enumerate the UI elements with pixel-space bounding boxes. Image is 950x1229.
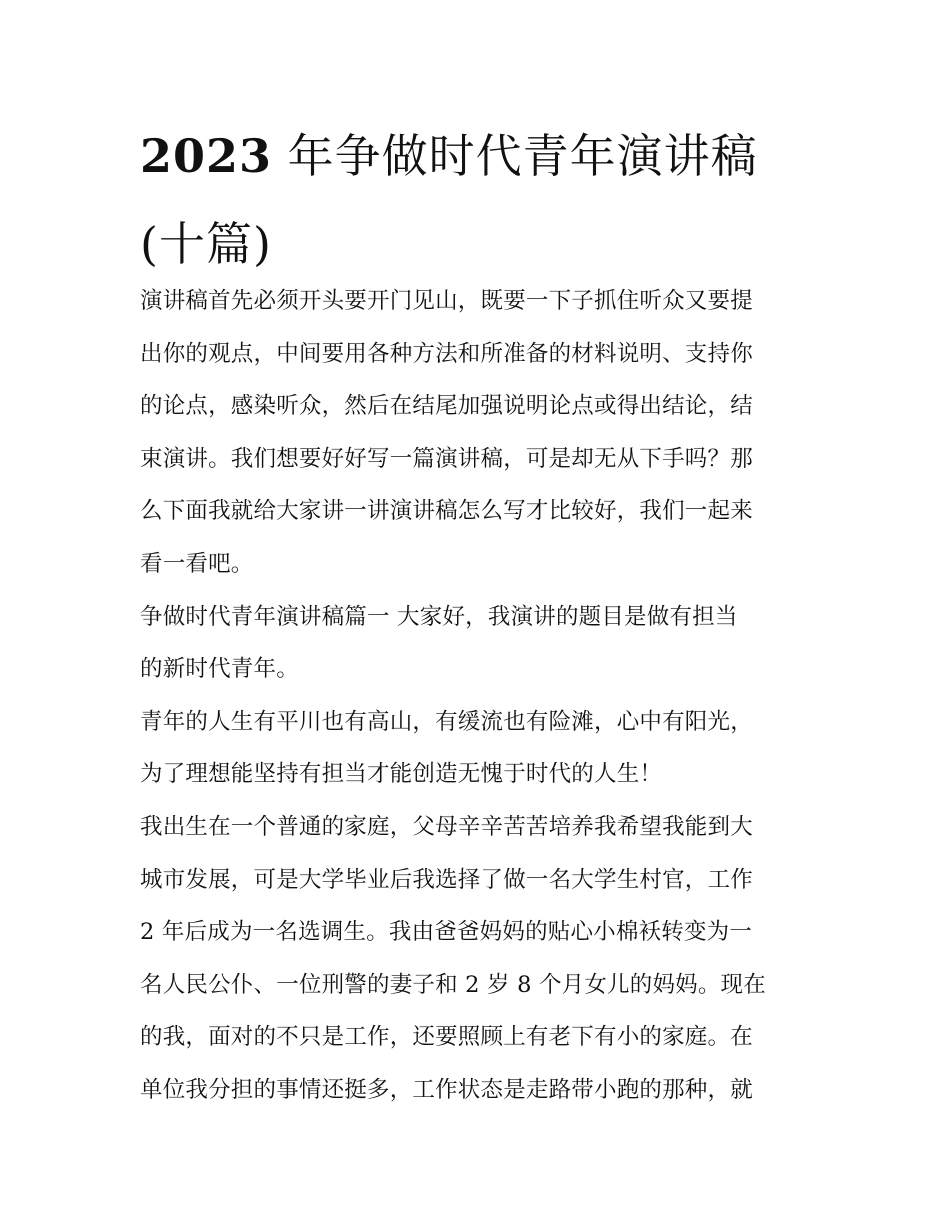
- body-line: 青年的人生有平川也有高山，有缓流也有险滩，心中有阳光，: [140, 708, 753, 735]
- body-line: 为了理想能坚持有担当才能创造无愧于时代的人生！: [140, 761, 663, 788]
- body-line: 看一看吧。: [140, 550, 254, 577]
- body-line: 单位我分担的事情还挺多，工作状态是走路带小跑的那种，就: [140, 1076, 753, 1103]
- document-body: [140, 275, 815, 1117]
- body-line: 的论点，感染听众，然后在结尾加强说明论点或得出结论，结: [140, 393, 753, 420]
- body-line: 演讲稿首先必须开头要开门见山，既要一下子抓住听众又要提: [140, 288, 753, 314]
- title-line-1: 年争做时代青年演讲稿: [272, 129, 758, 183]
- title-year: 2023: [140, 129, 273, 183]
- body-line: 出你的观点，中间要用各种方法和所准备的材料说明、支持你: [140, 340, 753, 367]
- body-line: 城市发展，可是大学毕业后我选择了做一名大学生村官，工作: [140, 866, 753, 893]
- body-line: 的我，面对的不只是工作，还要照顾上有老下有小的家庭。在: [140, 1024, 753, 1051]
- body-line: 争做时代青年演讲稿篇一 大家好，我演讲的题目是做有担当: [140, 603, 738, 630]
- body-line: 的新时代青年。: [140, 656, 299, 683]
- body-line: 束演讲。我们想要好好写一篇演讲稿，可是却无从下手吗？那: [140, 445, 753, 472]
- body-line: 我出生在一个普通的家庭，父母辛辛苦苦培养我希望我能到大: [140, 813, 753, 840]
- title-line-2: (十篇): [140, 217, 272, 271]
- body-line: 名人民公仆、一位刑警的妻子和 2 岁 8 个月女儿的妈妈。现在: [140, 971, 766, 998]
- document-title: [140, 112, 820, 288]
- body-line: 2 年后成为一名选调生。我由爸爸妈妈的贴心小棉袄转变为一: [140, 919, 753, 946]
- body-line: 么下面我就给大家讲一讲演讲稿怎么写才比较好，我们一起来: [140, 498, 753, 525]
